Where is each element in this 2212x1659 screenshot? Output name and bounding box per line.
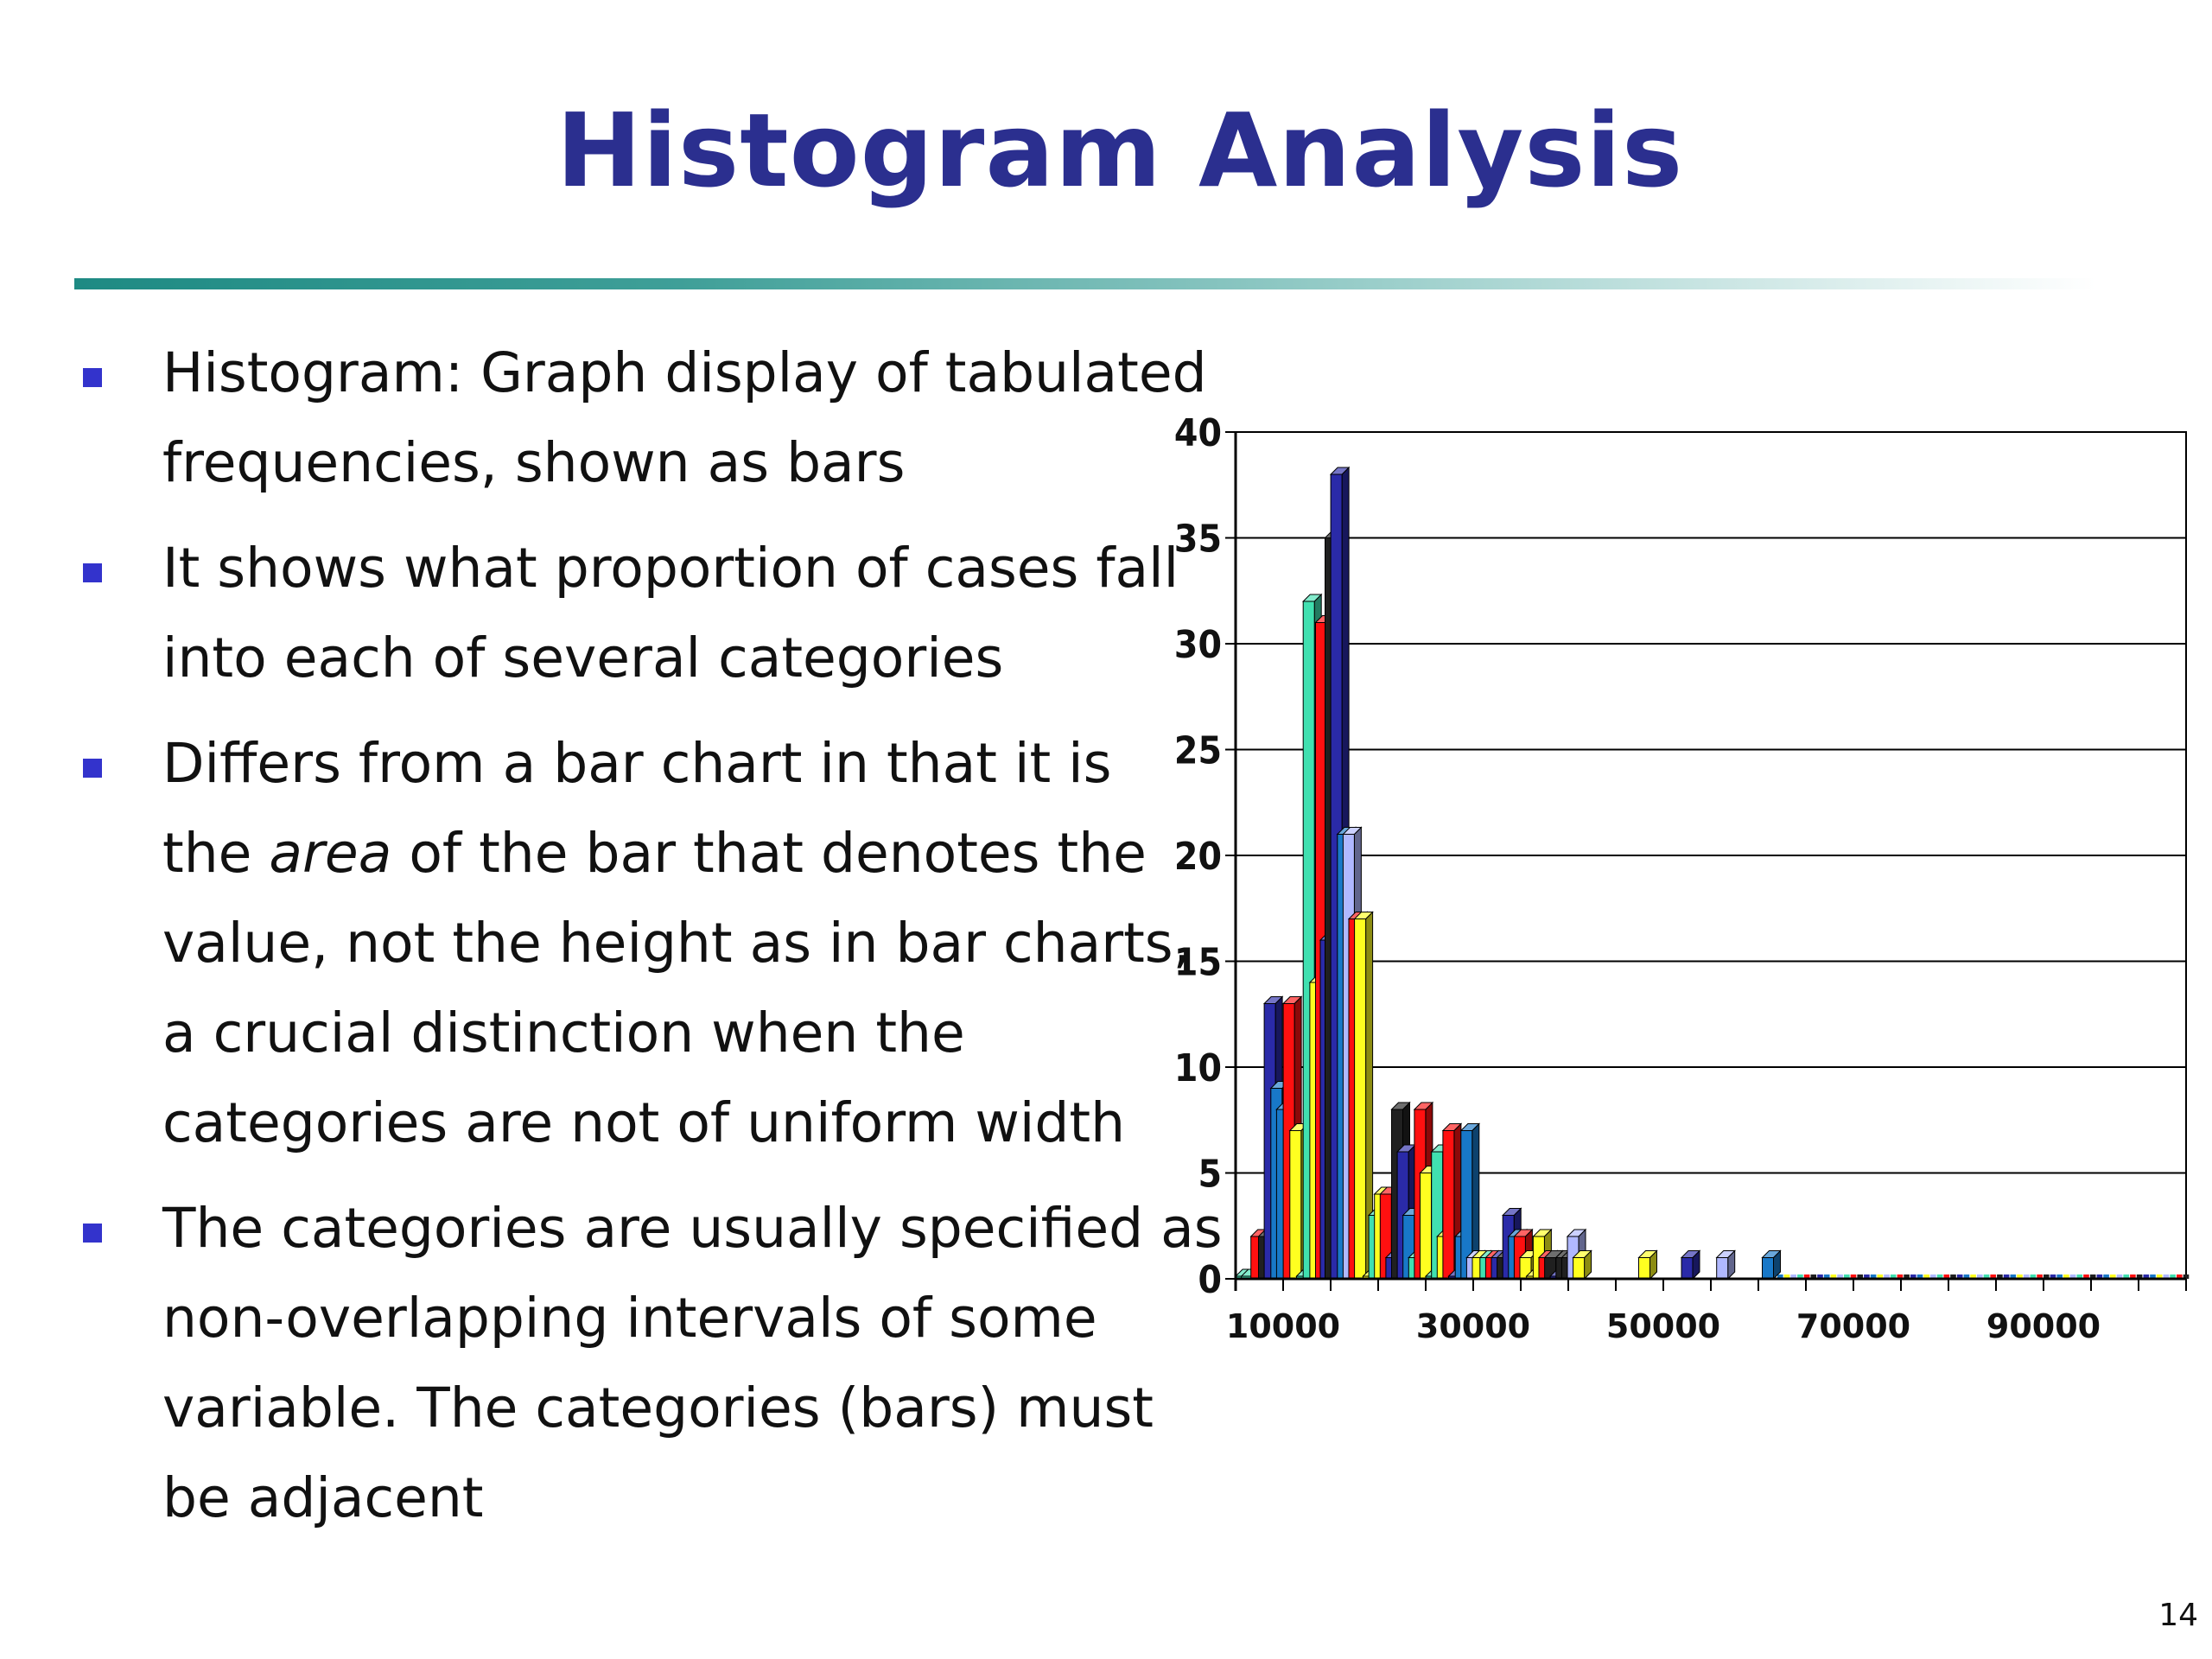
text-run: be adjacent: [162, 1466, 484, 1529]
bullet-text-line: [162, 988, 1270, 1078]
bullet-item: [78, 328, 1270, 508]
x-tick-label: 90000: [1986, 1307, 2101, 1345]
bullet-square-icon: [83, 759, 102, 778]
emphasized-text: area: [269, 822, 392, 885]
histogram-bar: [1421, 1173, 1432, 1280]
text-run: the: [162, 822, 270, 885]
bullet-text-line: [162, 418, 1270, 508]
histogram-bar: [1290, 1131, 1301, 1280]
page-number: 14: [2158, 1598, 2198, 1633]
text-run: It shows what proportion of cases fall: [162, 537, 1179, 600]
y-tick-label: 40: [1173, 411, 1222, 455]
bullet-square-icon: [83, 1224, 102, 1243]
histogram-bar: [1681, 1258, 1693, 1280]
y-tick-label: 15: [1173, 940, 1222, 985]
text-run: The categories are usually specified as: [162, 1197, 1223, 1260]
histogram-chart: [1149, 406, 2212, 1374]
bullet-text-line: [162, 719, 1270, 809]
bullet-text-line: [162, 1274, 1270, 1363]
y-tick-label: 5: [1198, 1152, 1222, 1197]
y-tick-label: 35: [1173, 517, 1222, 562]
text-run: categories are not of uniform width: [162, 1091, 1126, 1154]
bullet-text-line: [162, 524, 1270, 613]
histogram-bar: [1717, 1258, 1728, 1280]
text-run: Differs from a bar chart in that it is: [162, 732, 1112, 795]
y-tick-label: 30: [1173, 623, 1222, 667]
bullet-text-line: [162, 1453, 1270, 1543]
bullet-text-line: [162, 328, 1270, 418]
bullet-text-line: [162, 1078, 1270, 1168]
bullet-square-icon: [83, 368, 102, 387]
x-tick-label: 10000: [1225, 1307, 1341, 1345]
bullet-text-line: [162, 1184, 1270, 1274]
bullet-item: [78, 719, 1270, 1168]
x-tick-label: 50000: [1605, 1307, 1721, 1345]
histogram-bar: [1763, 1258, 1774, 1280]
y-tick-label: 20: [1173, 835, 1222, 879]
bullet-item: [78, 524, 1270, 703]
x-tick-label: 70000: [1796, 1307, 1911, 1345]
histogram-bar: [1639, 1258, 1650, 1280]
bullet-text-line: [162, 613, 1270, 703]
y-tick-label: 0: [1198, 1258, 1222, 1302]
text-run: variable. The categories (bars) must: [162, 1376, 1154, 1440]
histogram-bar: [1573, 1258, 1585, 1280]
text-run: value, not the height as in bar charts,: [162, 912, 1191, 975]
histogram-bar: [1443, 1131, 1454, 1280]
text-run: non-overlapping intervals of some: [162, 1287, 1097, 1350]
histogram-bar: [1355, 919, 1366, 1280]
x-tick-label: 30000: [1415, 1307, 1531, 1345]
text-run: Histogram: Graph display of tabulated: [162, 341, 1207, 404]
text-run: frequencies, shown as bars: [162, 431, 906, 494]
text-run: a crucial distinction when the: [162, 1001, 965, 1065]
title-divider: [74, 278, 2096, 289]
text-run: of the bar that denotes the: [391, 822, 1147, 885]
y-tick-label: 10: [1173, 1046, 1222, 1090]
bullet-text-line: [162, 809, 1270, 899]
slide-title-text: Histogram Analysis: [556, 91, 1684, 210]
bullet-square-icon: [83, 563, 102, 582]
bullet-list: [78, 328, 1270, 1559]
bullet-item: [78, 1184, 1270, 1543]
bullet-text-line: [162, 1363, 1270, 1453]
bullet-text-line: [162, 899, 1270, 988]
slide-title: [0, 91, 2212, 210]
text-run: into each of several categories: [162, 626, 1004, 690]
y-tick-label: 25: [1173, 728, 1222, 773]
